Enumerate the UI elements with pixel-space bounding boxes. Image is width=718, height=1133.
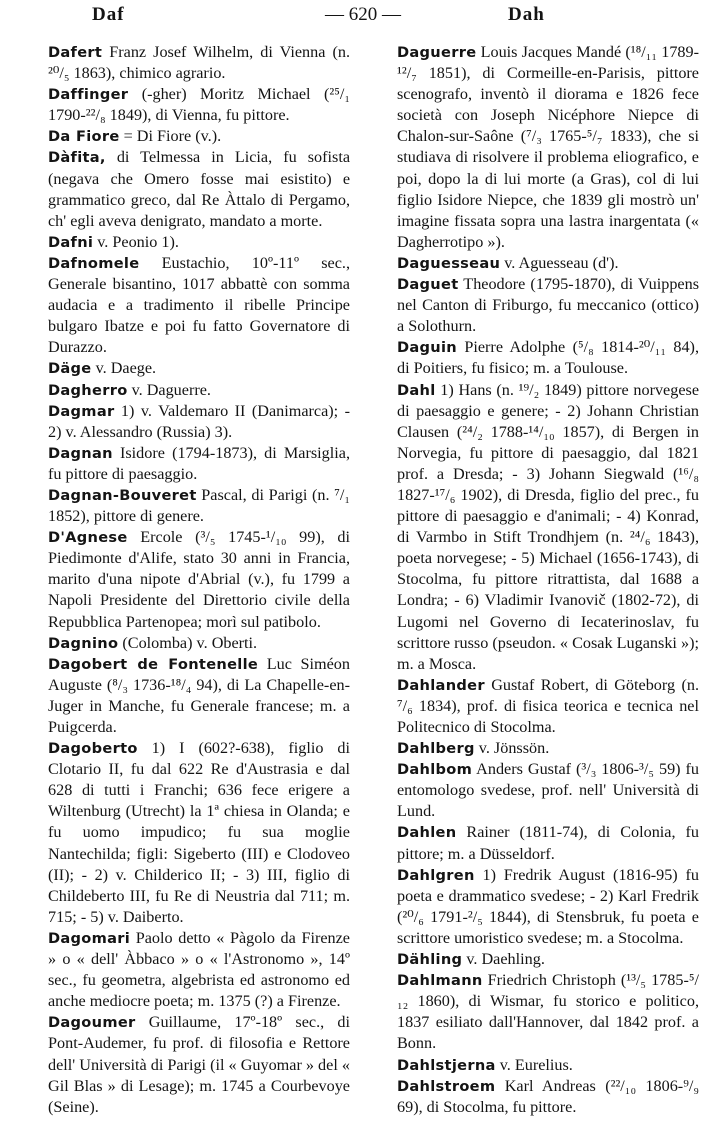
entry-headword: Dahlbom <box>397 761 473 779</box>
dictionary-entry <box>48 485 350 527</box>
running-header <box>0 4 718 28</box>
entry-text: Pascal, di Parigi (n. ⁷/₁ 1852), pittore di genere. <box>48 485 350 526</box>
entry-headword: Dähling <box>397 951 463 969</box>
dictionary-entry <box>48 527 350 632</box>
entry-text: 1) Fredrik August (1816-95) fu poeta e drammatico svedese; - 2) Karl Fredrik (²⁰/₆ 1791-²/₅ 1844), di Stensbruk, fu poeta e scrittore umoristico svedese; m. a Stocolma. <box>397 865 699 947</box>
entry-headword: Dagoumer <box>48 1014 136 1032</box>
dictionary-entry <box>397 274 699 337</box>
dictionary-entry <box>48 443 350 485</box>
entry-text: Luc Siméon Auguste (⁸/₃ 1736-¹⁸/₄ 94), di La Chapelle-en-Juger in Manche, fu Generale francese; m. a Puigcerda. <box>48 654 350 736</box>
entry-text: = Di Fiore (v.). <box>119 127 222 146</box>
entry-headword: Daguin <box>397 339 457 357</box>
dictionary-entry <box>397 1055 699 1076</box>
dictionary-entry <box>397 337 699 379</box>
dictionary-entry <box>397 253 699 274</box>
header-left-guideword: Daf <box>92 4 125 25</box>
entry-text: Louis Jacques Mandé (¹⁸/₁₁ 1789-¹²/₇ 1851), di Cormeille-en-Parisis, pittore scenografo, inventò il diorama e 1826 fece società con Joseph Nicéphore Niepce di Chalon-sur-Saône (⁷/₃ 1765-⁵/₇ 1833), che si studiava di risolvere il problema eliografico, e poi, dopo la di lui morte (a Gras), col di lui figlio Isidore Niepce, che 1839 gli mostrò un' imagine fissata sopra una lastra inargentata (« Dagherrotipo »). <box>397 43 699 251</box>
dictionary-entry <box>397 675 699 738</box>
entry-headword: Dagnino <box>48 634 119 652</box>
entry-headword: Dagomari <box>48 929 131 947</box>
entry-headword: Dahlen <box>397 824 457 842</box>
entry-headword: Dafni <box>48 233 94 251</box>
entry-text: Paolo detto « Pàgolo da Firenze » o « dell' Àbbaco » o « l'Astronomo », 14º sec., fu geometra, algebrista ed astronomo ed anche mediocre poeta; m. 1375 (?) a Firenze. <box>48 928 350 1011</box>
entry-text: Guillaume, 17º-18º sec., di Pont-Audemer, fu prof. di filosofia e Rettore dell' Università di Parigi (il « Guyomar » del « Gil Blas » di Lesage); m. 1745 a Courbevoye (Seine). <box>48 1013 350 1116</box>
entry-text: Theodore (1795-1870), di Vuippens nel Canton di Friburgo, fu meccanico (ottico) a Solothurn. <box>397 275 699 336</box>
entry-text: 1) I (602?-638), figlio di Clotario II, fu dal 622 Re d'Austrasia e dal 628 di tutti i Franchi; 636 fece erigere a Wiltenburg (Utrecht) la 1ª chiesa in Olanda; e fu uomo impudico; fu sua moglie Nantechilda; figli: Sigeberto (III) e Clodoveo (II); - 2) v. Childerico II; - 3) III, figlio di Childeberto III, fu Re di Neustria dal 711; m. 715; - 5) v. Daiberto. <box>48 739 350 926</box>
entry-headword: Daguerre <box>397 44 477 61</box>
entry-headword: Dagobert de Fontenelle <box>48 655 259 673</box>
dictionary-entry <box>397 759 699 822</box>
entry-text: Rainer (1811-74), di Colonia, fu pittore; m. a Düsseldorf. <box>397 823 699 863</box>
dictionary-entry <box>397 738 699 759</box>
dictionary-entry <box>397 1076 699 1118</box>
dictionary-entry <box>48 358 350 379</box>
entry-headword: Dagmar <box>48 402 115 420</box>
entry-headword: Dàfita, <box>48 149 106 167</box>
entry-headword: Daguesseau <box>397 254 501 272</box>
entry-headword: Dahlstroem <box>397 1077 496 1095</box>
entry-text: v. Eurelius. <box>495 1055 573 1074</box>
dictionary-entry <box>397 42 699 253</box>
dictionary-entry <box>48 738 350 928</box>
dictionary-entry <box>397 970 699 1054</box>
entry-headword: Dahlberg <box>397 740 475 758</box>
left-column <box>48 42 350 1118</box>
entry-text: v. Daguerre. <box>127 380 211 399</box>
entry-text: Ercole (³/₅ 1745-¹/₁₀ 99), di Piedimonte d'Alife, stato 30 anni in Francia, marito d'una nipote d'Abrial (v.), fu 1799 a Napoli Presidente del Direttorio civile della Repubblica Partenopea; morì sul patibolo. <box>48 528 350 631</box>
entry-headword: Dahl <box>397 381 436 399</box>
entry-text: Pierre Adolphe (⁵/₈ 1814-²⁰/₁₁ 84), di Poitiers, fu fisico; m. a Toulouse. <box>397 338 699 378</box>
entry-text: v. Aguesseau (d'). <box>500 253 619 272</box>
entry-text: Anders Gustaf (³/₃ 1806-³/₅ 59) fu entomologo svedese, prof. nell' Università di Lund. <box>397 760 699 821</box>
entry-headword: Da Fiore <box>48 128 120 146</box>
dictionary-entry <box>397 380 699 675</box>
entry-text: Franz Josef Wilhelm, di Vienna (n. ²⁰/₅ 1863), chimico agrario. <box>48 43 350 83</box>
entry-text: (Colomba) v. Oberti. <box>118 633 258 652</box>
entry-text: di Telmessa in Licia, fu sofista (negava che Omero fosse mai esistito) e grammatico greco, dal Re Àttalo di Pergamo, ch' egli aveva denigrato, mandato a morte. <box>48 148 350 230</box>
dictionary-entry <box>48 401 350 443</box>
dictionary-entry <box>48 380 350 401</box>
dictionary-entry <box>48 126 350 147</box>
dictionary-entry <box>397 822 699 864</box>
entry-text: Isidore (1794-1873), di Marsiglia, fu pittore di paesaggio. <box>48 443 350 483</box>
entry-text: Friedrich Christoph (¹³/₅ 1785-⁵/₁₂ 1860), di Wismar, fu storico e politico, 1837 esiliato dall'Hannover, dal 1842 prof. a Bonn. <box>397 971 699 1053</box>
page-number: — 620 — <box>325 4 401 25</box>
entry-headword: Daguet <box>397 276 459 294</box>
entry-headword: Dahlgren <box>397 866 475 884</box>
dictionary-entry <box>48 232 350 253</box>
entry-text: (-gher) Moritz Michael (²⁵/₁ 1790-²²/₈ 1849), di Vienna, fu pittore. <box>48 85 350 125</box>
entry-text: v. Daehling. <box>462 950 545 969</box>
entry-text: v. Peonio 1). <box>93 232 179 251</box>
entry-headword: Dafnomele <box>48 254 140 272</box>
entry-text: Eustachio, 10º-11º sec., Generale bisantino, 1017 abbattè con somma audacia e a tradimento il ribelle Principe bulgaro Ibatze e poi fu fatto Governatore di Durazzo. <box>48 253 350 357</box>
header-right-guideword: Dah <box>508 4 545 25</box>
entry-text: v. Daege. <box>91 359 157 378</box>
dictionary-entry <box>48 147 350 231</box>
entry-text: 1) Hans (n. ¹⁹/₂ 1849) pittore norvegese di paesaggio e genere; - 2) Johann Christian Clausen (²⁴/₂ 1788-¹⁴/₁₀ 1857), di Bergen in Norvegia, fu pittore di paesaggio, dal 1821 prof. a Dresda; - 3) Johann Siegwald (¹⁶/₈ 1827-¹⁷/₆ 1902), di Dresda, figlio del prec., fu pittore di paesaggio e d'animali; - 4) Konrad, di Varmbo in Stift Trondhjem (n. ²⁴/₆ 1843), poeta norvegese; - 5) Michael (1656-1743), di Stocolma, fu pittore ritrattista, dal 1688 a Londra; - 6) Vladimir Ivanovič (1802-72), di Lugomi nel Governo di Iecaterinoslav, fu scrittore russo (pseudon. « Cosak Luganski »); m. a Mosca. <box>397 380 699 673</box>
entry-headword: Däge <box>48 360 92 378</box>
dictionary-entry <box>48 84 350 126</box>
entry-text: Gustaf Robert, di Göteborg (n. ⁷/₆ 1834), prof. di fisica teorica e tecnica nel Politecnico di Stocolma. <box>397 675 699 736</box>
entry-headword: Dagherro <box>48 381 128 399</box>
entry-headword: Dafert <box>48 44 103 61</box>
entry-text: Karl Andreas (²²/₁₀ 1806-⁹/₉ 69), di Stocolma, fu pittore. <box>397 1076 699 1116</box>
entry-headword: Dagoberto <box>48 740 138 758</box>
dictionary-entry <box>48 654 350 738</box>
dictionary-entry <box>397 865 699 949</box>
entry-headword: Dagnan <box>48 444 113 462</box>
dictionary-entry <box>48 633 350 654</box>
entry-text: v. Jönssön. <box>474 739 550 758</box>
entry-headword: Dagnan-Bouveret <box>48 486 197 504</box>
right-column <box>397 42 699 1118</box>
entry-headword: Daffinger <box>48 86 129 104</box>
entry-headword: Dahlmann <box>397 972 483 990</box>
dictionary-entry <box>48 1012 350 1117</box>
entry-text: 1) v. Valdemaro II (Danimarca); - 2) v. Alessandro (Russia) 3). <box>48 401 350 441</box>
dictionary-entry <box>48 42 350 84</box>
dictionary-entry <box>48 253 350 358</box>
entry-headword: Dahlander <box>397 676 485 694</box>
entry-headword: D'Agnese <box>48 529 128 547</box>
entry-headword: Dahlstjerna <box>397 1056 496 1074</box>
dictionary-entry <box>397 949 699 970</box>
dictionary-entry <box>48 928 350 1012</box>
